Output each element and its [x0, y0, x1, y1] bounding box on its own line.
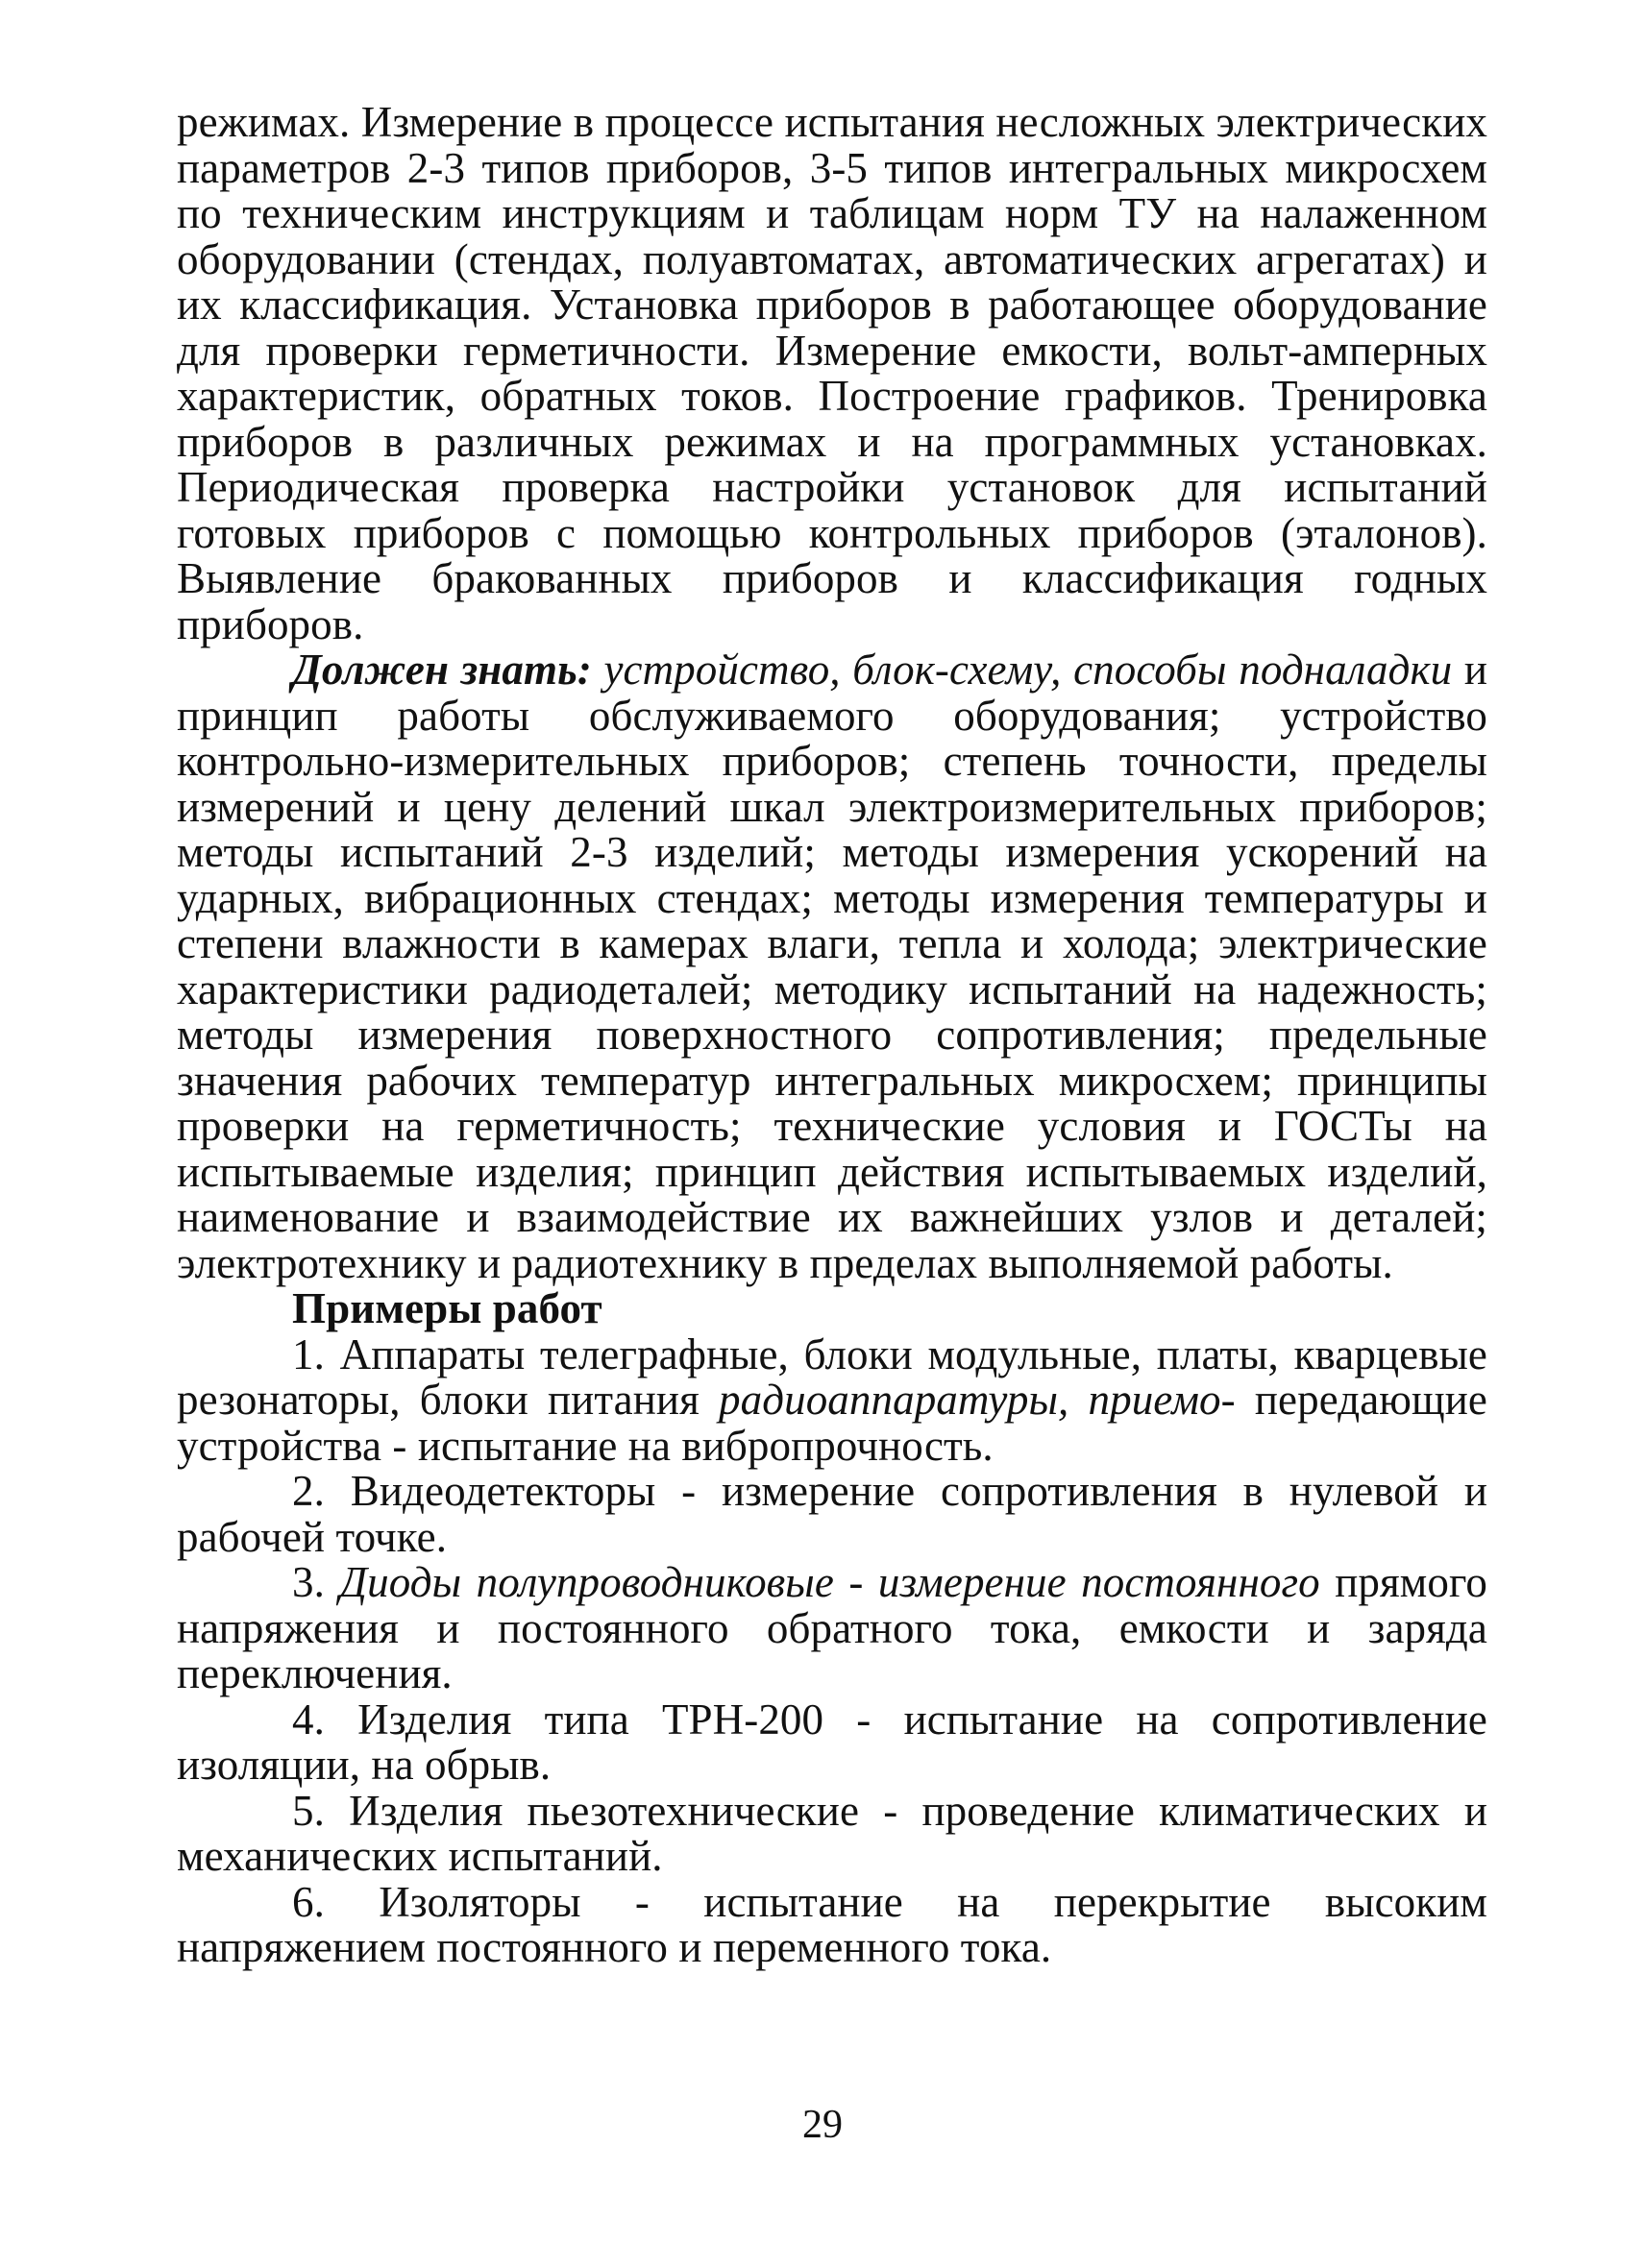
must-know-italic: устройство, блок-схему, способы подналадки [603, 646, 1453, 694]
example-item [177, 1786, 1487, 1880]
example-item [177, 1329, 1488, 1470]
example-item [177, 1469, 1487, 1560]
must-know-lead: Должен знать: [292, 646, 592, 694]
document-body [177, 100, 1487, 1971]
example-italic: радиоаппаратуры, приемо- [719, 1376, 1236, 1424]
must-know-paragraph [177, 647, 1487, 1286]
example-text: передающие устройства - испытание на вибропрочность. [177, 1376, 1488, 1470]
must-know-text: и принцип работы обслуживаемого оборудования; устройство контрольно-измерительных приборов; степень точности, пределы измерений и цену делений шкал электроизмерительных приборов; методы испытаний 2-3 изделий; методы измерения ускорений на ударных, вибрационных стендах; методы измерения температуры и степени влажности в камерах влаги, тепла и холода; электрические характеристики радиодеталей; методику испытаний на надежность; методы измерения поверхностного сопротивления; предельные значения рабочих температур интегральных микросхем; принципы проверки на герметичность; технические условия и ГОСТы на испытываемые изделия; принцип действия испытываемых изделий, наименование и взаимодействие их важнейших узлов и деталей; электротехнику и радиотехнику в пределах выполняемой работы. [177, 646, 1487, 1287]
example-text: 5. Изделия пьезотехнические - проведение климатических и механических испытаний. [177, 1786, 1487, 1880]
examples-heading: Примеры работ [292, 1284, 602, 1332]
example-item [177, 1877, 1487, 1971]
example-italic: Диоды полупроводниковые - измерение постоянного [339, 1558, 1320, 1606]
document-page [177, 100, 1487, 1971]
page-number: 29 [802, 2103, 843, 2147]
example-text: 1. Аппараты телеграфные, блоки модульные, платы, кварцевые резонаторы, блоки питания [177, 1329, 1487, 1424]
example-text: прямого напряжения и постоянного обратного тока, емкости и заряда переключения. [177, 1558, 1488, 1697]
intro-paragraph: режимах. Измерение в процессе испытания несложных электрических параметров 2-3 типов приборов, 3-5 типов интегральных микросхем по техническим инструкциям и таблицам норм ТУ на налаженном оборудовании (стендах, полуавтоматах, автоматических агрегатах) и их классификация. Установка приборов в работающее оборудование для проверки герметичности. Измерение емкости, вольт-амперных характеристик, обратных токов. Построение графиков. Тренировка приборов в различных режимах и на программных установках. Периодическая проверка настройки установок для испытаний готовых приборов с помощью контрольных приборов (эталонов). Выявление бракованных приборов и классификация годных приборов. [177, 98, 1487, 648]
example-text: 2. Видеодетекторы - измерение сопротивления в нулевой и рабочей точке. [177, 1467, 1487, 1561]
example-item [177, 1560, 1487, 1697]
example-text: 3. [292, 1558, 325, 1606]
example-text: 6. Изоляторы - испытание на перекрытие высоким напряжением постоянного и переменного тока. [177, 1877, 1487, 1971]
example-item [177, 1697, 1487, 1789]
example-text: 4. Изделия типа ТРН-200 - испытание на сопротивление изоляции, на обрыв. [177, 1695, 1487, 1789]
